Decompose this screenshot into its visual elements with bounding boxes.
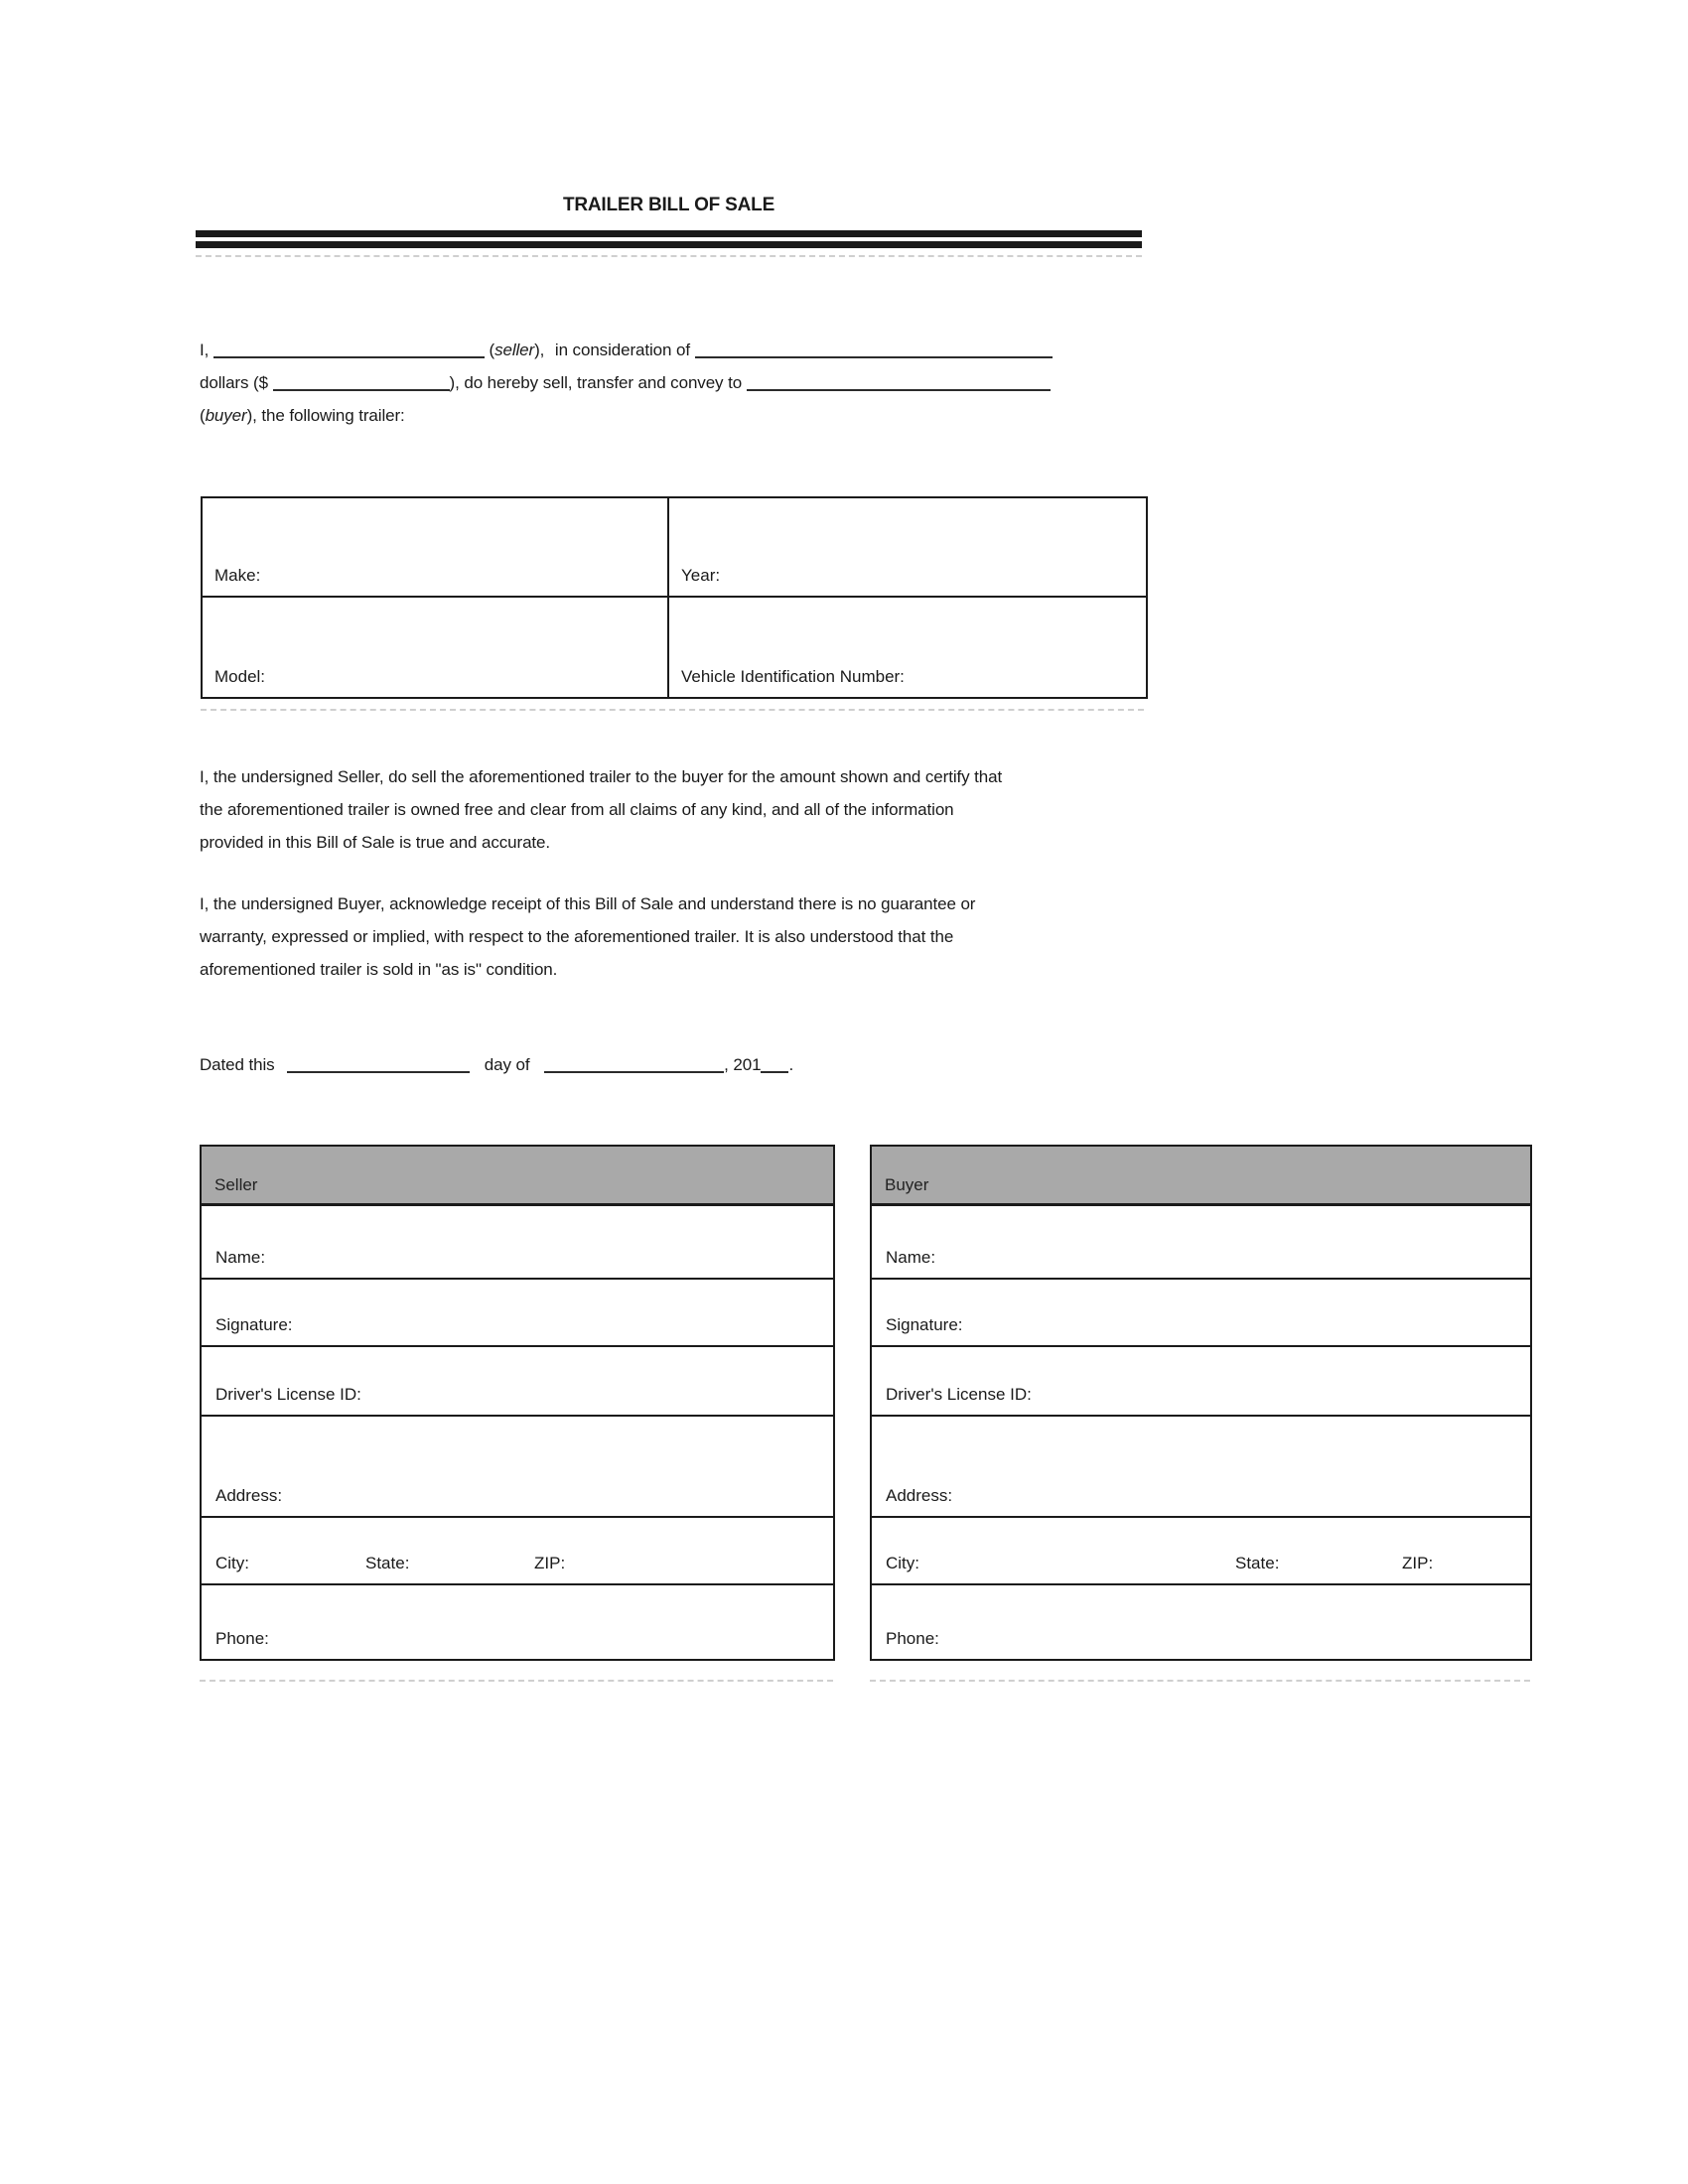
seller-certification-paragraph bbox=[200, 760, 1002, 859]
paragraph-line: provided in this Bill of Sale is true and accurate. bbox=[200, 833, 551, 852]
zip-label: ZIP: bbox=[1402, 1554, 1434, 1572]
title-rule-bottom bbox=[196, 241, 1142, 248]
page-title: TRAILER BILL OF SALE bbox=[562, 195, 775, 215]
buyer-table bbox=[870, 1145, 1532, 1661]
license-label: Driver's License ID: bbox=[886, 1385, 1032, 1404]
blank-field-dollar-amount bbox=[273, 372, 450, 391]
buyer-header-label: Buyer bbox=[885, 1175, 929, 1194]
buyer-license-row bbox=[872, 1347, 1530, 1417]
paragraph-line: the aforementioned trailer is owned free and clear from all claims of any kind, and all of the information bbox=[200, 800, 954, 819]
vehicle-model-cell bbox=[203, 598, 669, 697]
paragraph-line: I, the undersigned Seller, do sell the aforementioned trailer to the buyer for the amount shown and certify that bbox=[200, 767, 1003, 786]
make-label: Make: bbox=[214, 566, 261, 585]
buyer-acknowledgement-paragraph bbox=[200, 887, 975, 986]
scan-artifact-line bbox=[201, 709, 1144, 711]
intro-text-segment: dollars ($ bbox=[200, 373, 268, 392]
dated-text-segment: . bbox=[788, 1055, 794, 1074]
paragraph-line: aforementioned trailer is sold in "as is" condition. bbox=[200, 960, 558, 979]
intro-text-segment: ), bbox=[534, 341, 545, 359]
phone-label: Phone: bbox=[886, 1629, 939, 1648]
address-label: Address: bbox=[215, 1486, 283, 1505]
blank-field-day bbox=[287, 1054, 470, 1073]
blank-field-buyer-name bbox=[747, 372, 1051, 391]
paragraph-line: warranty, expressed or implied, with respect to the aforementioned trailer. It is also understood that the bbox=[200, 927, 954, 946]
intro-text-segment: in consideration of bbox=[554, 341, 690, 359]
seller-name-row bbox=[202, 1206, 833, 1280]
blank-field-month bbox=[544, 1054, 724, 1073]
seller-phone-row bbox=[202, 1585, 833, 1659]
intro-text-segment: ), do hereby sell, transfer and convey to bbox=[449, 373, 743, 392]
vehicle-vin-cell bbox=[669, 598, 1146, 697]
buyer-phone-row bbox=[872, 1585, 1530, 1659]
intro-text-segment: ( bbox=[200, 406, 206, 425]
seller-city-row bbox=[202, 1518, 833, 1585]
intro-text-segment: I, bbox=[200, 341, 210, 359]
intro-paragraph bbox=[200, 334, 1053, 432]
seller-signature-row bbox=[202, 1280, 833, 1347]
vehicle-make-cell bbox=[203, 498, 669, 598]
intro-line-2 bbox=[200, 366, 1053, 399]
seller-address-row bbox=[202, 1417, 833, 1518]
seller-table bbox=[200, 1145, 835, 1661]
vehicle-info-table bbox=[201, 496, 1148, 699]
intro-text-segment: ), the following trailer: bbox=[246, 406, 405, 425]
intro-text-segment bbox=[490, 341, 545, 359]
dated-line bbox=[200, 1048, 793, 1081]
city-label: City: bbox=[886, 1554, 919, 1572]
year-label: Year: bbox=[681, 566, 721, 585]
dated-text-segment: day of bbox=[484, 1055, 530, 1074]
intro-text-segment: ( bbox=[489, 341, 495, 359]
seller-license-row bbox=[202, 1347, 833, 1417]
signature-label: Signature: bbox=[215, 1315, 293, 1334]
vin-label: Vehicle Identification Number: bbox=[681, 667, 905, 686]
seller-header-label: Seller bbox=[214, 1175, 258, 1194]
zip-label: ZIP: bbox=[534, 1554, 566, 1572]
paragraph-line: I, the undersigned Buyer, acknowledge receipt of this Bill of Sale and understand there is no guarantee or bbox=[200, 894, 976, 913]
name-label: Name: bbox=[215, 1248, 266, 1267]
scan-artifact-line bbox=[200, 1680, 833, 1682]
blank-field-seller-name bbox=[213, 340, 485, 358]
model-label: Model: bbox=[214, 667, 266, 686]
intro-line-3 bbox=[200, 399, 1053, 432]
buyer-city-row bbox=[872, 1518, 1530, 1585]
state-label: State: bbox=[1235, 1554, 1280, 1572]
name-label: Name: bbox=[886, 1248, 936, 1267]
vehicle-year-cell bbox=[669, 498, 1146, 598]
title-rule-top bbox=[196, 230, 1142, 237]
scan-artifact-line bbox=[196, 255, 1142, 257]
dated-text-segment: , 201 bbox=[724, 1055, 762, 1074]
state-label: State: bbox=[365, 1554, 410, 1572]
seller-table-header bbox=[202, 1147, 833, 1206]
address-label: Address: bbox=[886, 1486, 953, 1505]
blank-field-consideration bbox=[695, 340, 1053, 358]
buyer-signature-row bbox=[872, 1280, 1530, 1347]
signature-label: Signature: bbox=[886, 1315, 963, 1334]
license-label: Driver's License ID: bbox=[215, 1385, 361, 1404]
buyer-name-row bbox=[872, 1206, 1530, 1280]
city-label: City: bbox=[215, 1554, 249, 1572]
phone-label: Phone: bbox=[215, 1629, 269, 1648]
buyer-address-row bbox=[872, 1417, 1530, 1518]
seller-italic-word: seller bbox=[494, 341, 535, 359]
scan-artifact-line bbox=[870, 1680, 1530, 1682]
intro-text-segment bbox=[200, 406, 405, 425]
buyer-italic-word: buyer bbox=[205, 406, 247, 425]
dated-text-segment: Dated this bbox=[200, 1055, 275, 1074]
blank-field-year bbox=[761, 1054, 788, 1073]
intro-line-1 bbox=[200, 334, 1053, 366]
buyer-table-header bbox=[872, 1147, 1530, 1206]
